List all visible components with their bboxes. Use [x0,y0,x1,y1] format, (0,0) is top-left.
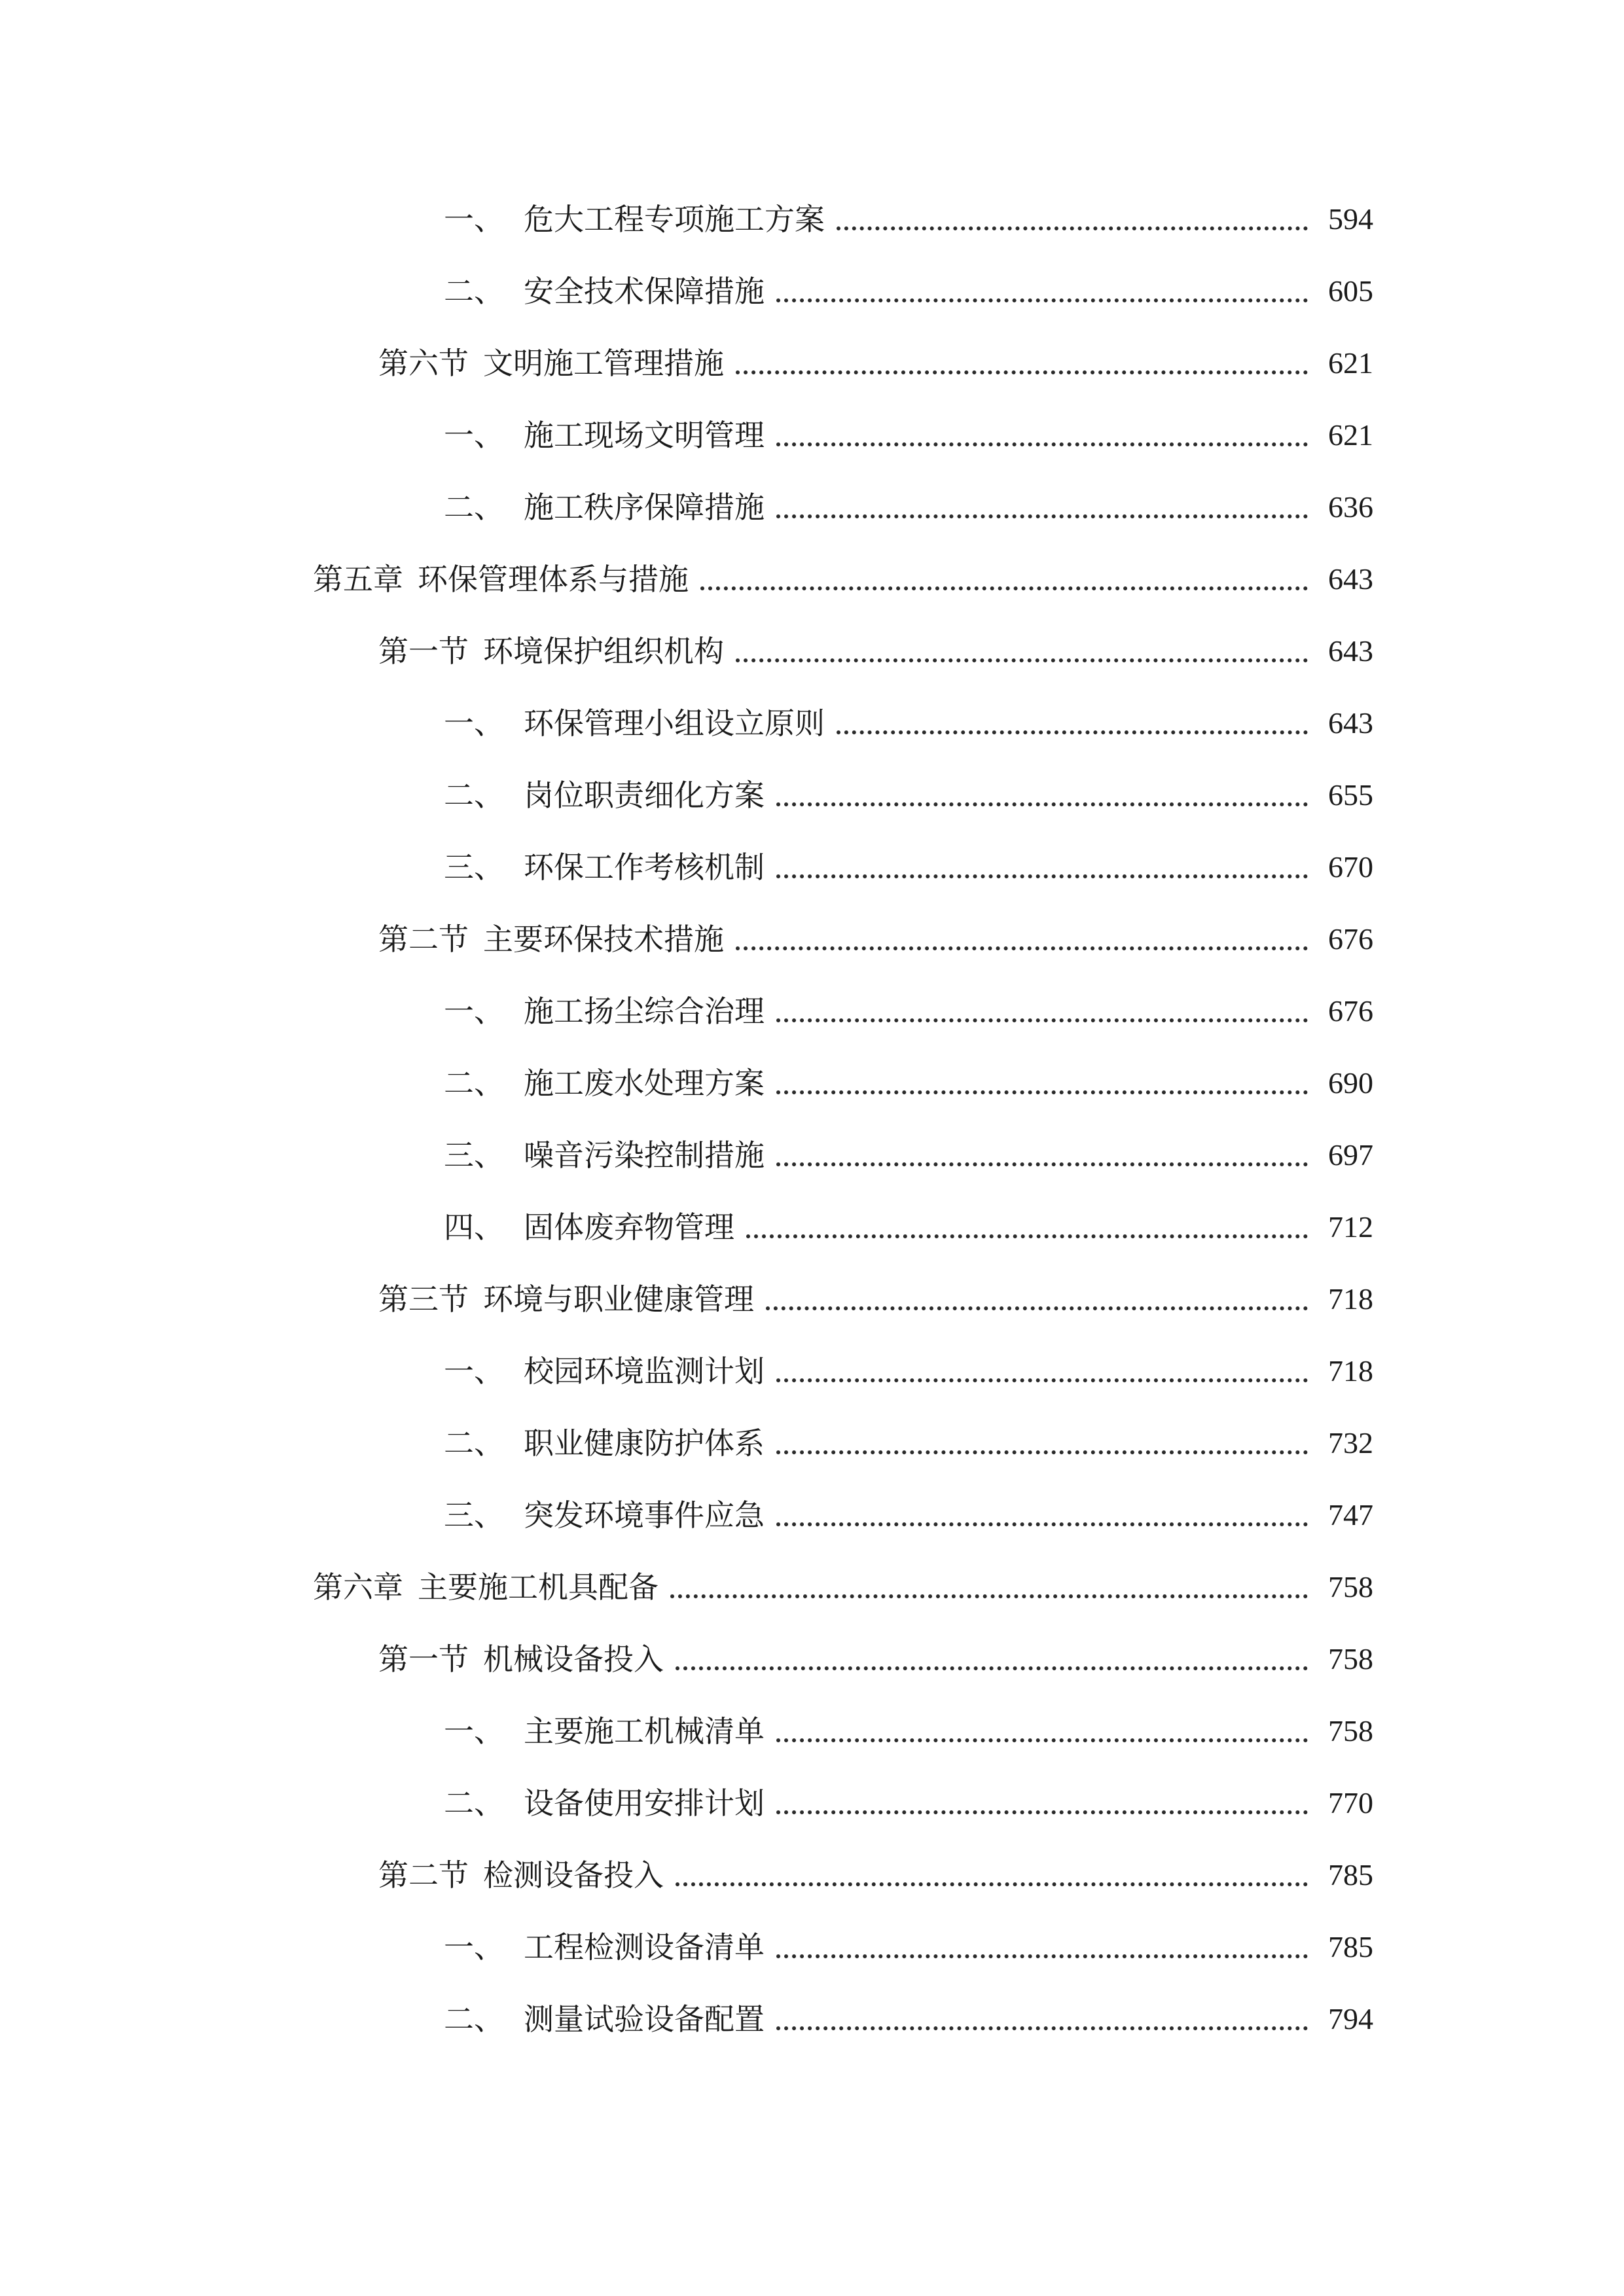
toc-entry[interactable] [0,255,1624,327]
toc-entry-title: 主要施工机械清单 [524,1713,765,1749]
toc-entry-title: 危大工程专项施工方案 [524,202,825,237]
toc-entry-title: 施工废水处理方案 [524,1066,765,1101]
toc-dot-leader [736,946,1308,950]
toc-entry[interactable] [0,1407,1624,1479]
table-of-contents [0,183,1624,2055]
toc-entry-title: 施工现场文明管理 [524,418,765,453]
toc-entry-prefix: 三、 [444,1138,504,1173]
toc-dot-leader [676,1882,1308,1886]
toc-entry-page-number: 785 [1328,1930,1373,1964]
toc-entry-title: 安全技术保障措施 [524,274,765,309]
toc-dot-leader [776,1810,1308,1814]
toc-dot-leader [776,1018,1308,1022]
toc-dot-leader [700,586,1308,590]
toc-dot-leader [736,370,1308,374]
toc-entry-prefix: 一、 [444,1929,504,1965]
toc-dot-leader [736,658,1308,662]
toc-entry-title: 固体废弃物管理 [524,1210,734,1245]
toc-dot-leader [776,1090,1308,1094]
toc-dot-leader [776,514,1308,518]
toc-entry-prefix: 一、 [444,202,504,237]
toc-entry-prefix: 第一节 [378,1641,469,1677]
toc-entry-page-number: 712 [1328,1210,1373,1244]
toc-entry-title: 突发环境事件应急 [524,1498,765,1533]
toc-entry-title: 施工秩序保障措施 [524,490,765,525]
toc-entry-title: 检测设备投入 [483,1857,664,1893]
toc-dot-leader [766,1306,1308,1310]
toc-entry-page-number: 605 [1328,274,1373,308]
toc-entry-page-number: 676 [1328,994,1373,1028]
toc-entry[interactable] [0,759,1624,831]
toc-entry-prefix: 三、 [444,1498,504,1533]
toc-entry[interactable] [0,1839,1624,1911]
toc-entry-page-number: 718 [1328,1354,1373,1388]
toc-entry-title: 职业健康防护体系 [524,1426,765,1461]
toc-dot-leader [776,298,1308,302]
toc-entry-prefix: 第五章 [313,562,403,597]
toc-entry-prefix: 二、 [444,1066,504,1101]
toc-entry-title: 文明施工管理措施 [483,346,724,381]
toc-entry-title: 噪音污染控制措施 [524,1138,765,1173]
toc-dot-leader [776,1378,1308,1382]
toc-entry[interactable] [0,1983,1624,2055]
toc-entry-page-number: 747 [1328,1498,1373,1532]
toc-entry-title: 环境与职业健康管理 [483,1282,754,1317]
toc-entry[interactable] [0,1479,1624,1551]
toc-entry-prefix: 第一节 [378,634,469,669]
toc-entry-prefix: 第二节 [378,1857,469,1893]
toc-entry-title: 校园环境监测计划 [524,1354,765,1389]
toc-entry-page-number: 770 [1328,1786,1373,1820]
toc-entry[interactable] [0,327,1624,399]
toc-entry-title: 环保管理小组设立原则 [524,706,825,741]
toc-entry-page-number: 643 [1328,634,1373,668]
toc-entry[interactable] [0,903,1624,975]
toc-entry[interactable] [0,1191,1624,1263]
toc-entry-prefix: 一、 [444,418,504,453]
toc-dot-leader [746,1234,1308,1238]
toc-entry-prefix: 二、 [444,1426,504,1461]
toc-entry-prefix: 二、 [444,2001,504,2037]
toc-entry-prefix: 一、 [444,706,504,741]
toc-entry-title: 岗位职责细化方案 [524,778,765,813]
toc-entry-prefix: 二、 [444,490,504,525]
toc-entry-page-number: 732 [1328,1426,1373,1460]
toc-dot-leader [670,1594,1308,1598]
toc-entry[interactable] [0,831,1624,903]
toc-entry[interactable] [0,399,1624,471]
toc-dot-leader [776,442,1308,446]
toc-entry-page-number: 697 [1328,1138,1373,1172]
toc-entry-title: 主要环保技术措施 [483,922,724,957]
toc-entry-page-number: 785 [1328,1858,1373,1892]
toc-entry[interactable] [0,543,1624,615]
toc-dot-leader [676,1666,1308,1670]
toc-entry-title: 环保管理体系与措施 [418,562,689,597]
toc-entry-page-number: 758 [1328,1642,1373,1676]
toc-entry-page-number: 758 [1328,1714,1373,1748]
toc-entry-page-number: 690 [1328,1066,1373,1100]
toc-entry-prefix: 第六节 [378,346,469,381]
toc-entry-page-number: 758 [1328,1570,1373,1604]
toc-entry-title: 施工扬尘综合治理 [524,994,765,1029]
toc-entry-page-number: 794 [1328,2002,1373,2036]
toc-entry-prefix: 二、 [444,1785,504,1821]
toc-entry[interactable] [0,1263,1624,1335]
toc-entry[interactable] [0,1911,1624,1983]
toc-entry-page-number: 718 [1328,1282,1373,1316]
toc-entry-prefix: 四、 [444,1210,504,1245]
toc-entry-title: 设备使用安排计划 [524,1785,765,1821]
toc-entry-page-number: 594 [1328,202,1373,236]
toc-entry[interactable] [0,183,1624,255]
toc-entry-page-number: 636 [1328,490,1373,524]
toc-entry-prefix: 二、 [444,778,504,813]
toc-entry[interactable] [0,975,1624,1047]
toc-dot-leader [776,802,1308,806]
toc-entry[interactable] [0,1119,1624,1191]
toc-entry-page-number: 655 [1328,778,1373,812]
toc-dot-leader [837,226,1308,230]
toc-entry-title: 主要施工机具配备 [418,1570,659,1605]
toc-dot-leader [837,730,1308,734]
toc-entry[interactable] [0,1767,1624,1839]
toc-dot-leader [776,1450,1308,1454]
toc-entry-title: 环保工作考核机制 [524,850,765,885]
toc-entry-page-number: 621 [1328,418,1373,452]
toc-entry-title: 机械设备投入 [483,1641,664,1677]
toc-entry-prefix: 一、 [444,1713,504,1749]
toc-entry-page-number: 676 [1328,922,1373,956]
toc-dot-leader [776,1738,1308,1742]
toc-dot-leader [776,1522,1308,1526]
toc-entry-title: 环境保护组织机构 [483,634,724,669]
toc-dot-leader [776,2026,1308,2030]
toc-entry-prefix: 第三节 [378,1282,469,1317]
toc-dot-leader [776,1162,1308,1166]
toc-entry[interactable] [0,1047,1624,1119]
toc-entry-page-number: 621 [1328,346,1373,380]
toc-entry-prefix: 三、 [444,850,504,885]
toc-entry[interactable] [0,687,1624,759]
toc-entry-title: 测量试验设备配置 [524,2001,765,2037]
toc-entry-page-number: 643 [1328,562,1373,596]
toc-entry-page-number: 643 [1328,706,1373,740]
toc-entry-prefix: 一、 [444,994,504,1029]
toc-entry-prefix: 二、 [444,274,504,309]
toc-entry-prefix: 第六章 [313,1570,403,1605]
toc-entry-title: 工程检测设备清单 [524,1929,765,1965]
toc-dot-leader [776,1954,1308,1958]
toc-entry[interactable] [0,1695,1624,1767]
toc-dot-leader [776,874,1308,878]
toc-entry[interactable] [0,1623,1624,1695]
toc-entry[interactable] [0,471,1624,543]
toc-entry-page-number: 670 [1328,850,1373,884]
toc-entry-prefix: 一、 [444,1354,504,1389]
toc-entry[interactable] [0,1551,1624,1623]
toc-entry[interactable] [0,615,1624,687]
toc-entry[interactable] [0,1335,1624,1407]
toc-entry-prefix: 第二节 [378,922,469,957]
